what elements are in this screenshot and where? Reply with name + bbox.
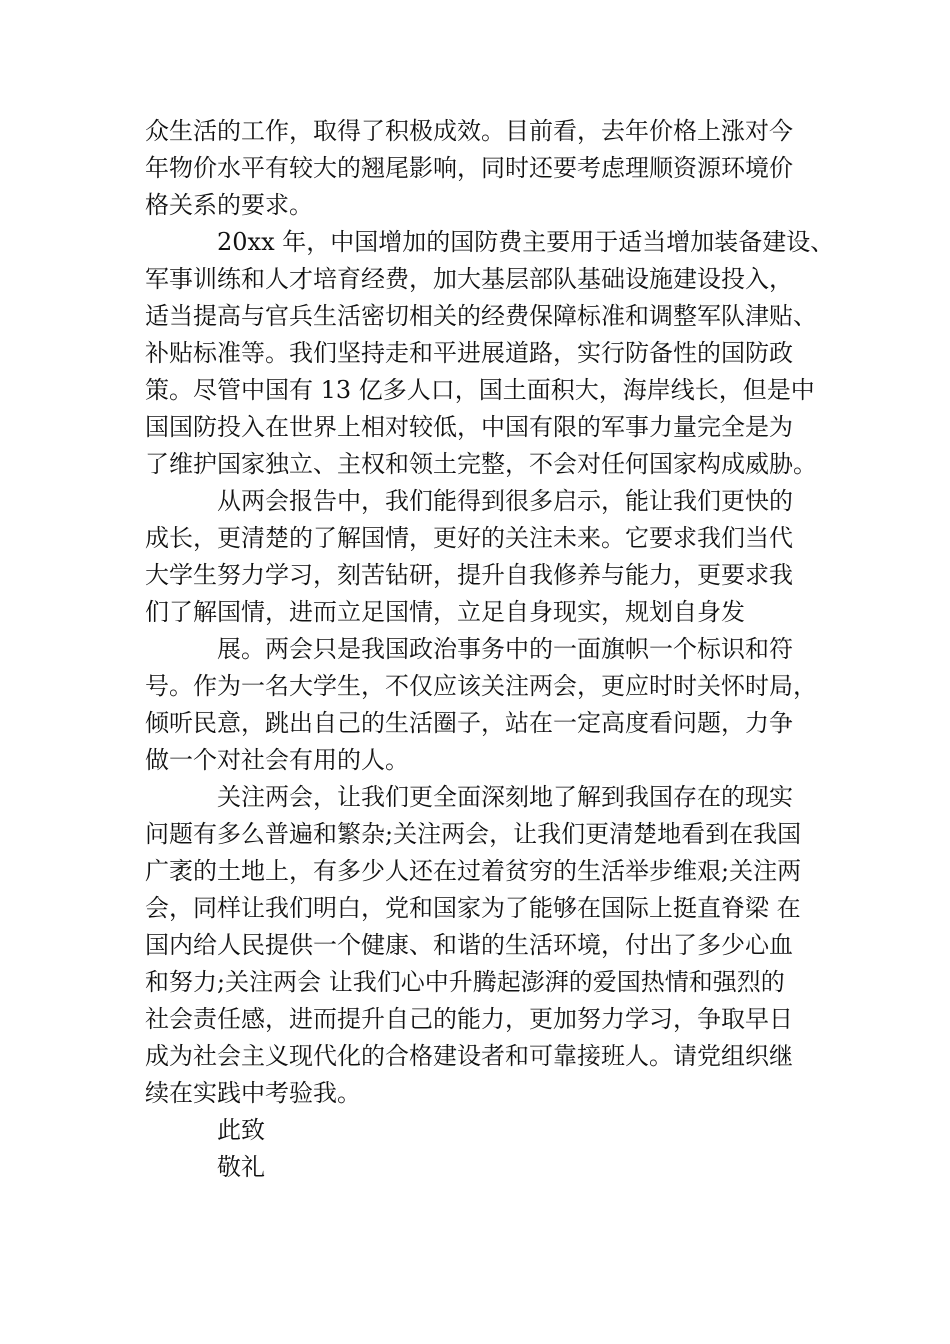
paragraph: [145, 113, 815, 224]
text-line: 们了解国情，进而立足国情，立足自身现实，规划自身发: [145, 598, 745, 626]
text-line: 展。两会只是我国政治事务中的一面旗帜一个标识和符: [217, 635, 793, 663]
text-line: 了维护国家独立、主权和领土完整，不会对任何国家构成威胁。: [145, 450, 817, 478]
text-line: 大学生努力学习，刻苦钻研，提升自我修养与能力，更要求我: [145, 561, 793, 589]
text-line: 和努力;关注两会 让我们心中升腾起澎湃的爱国热情和强烈的: [145, 968, 785, 996]
text-line: 问题有多么普遍和繁杂;关注两会，让我们更清楚地看到在我国: [145, 820, 802, 848]
text-line: 做一个对社会有用的人。: [145, 746, 409, 774]
text-line: 成长，更清楚的了解国情，更好的关注未来。它要求我们当代: [145, 524, 793, 552]
text-line: 号。作为一名大学生，不仅应该关注两会，更应时时关怀时局，: [145, 672, 817, 700]
text-line: 社会责任感，进而提升自己的能力，更加努力学习，争取早日: [145, 1005, 793, 1033]
text-line: 国内给人民提供一个健康、和谐的生活环境，付出了多少心血: [145, 931, 793, 959]
paragraph: [145, 631, 815, 779]
text-line: 策。尽管中国有 13 亿多人口，国土面积大，海岸线长，但是中: [145, 376, 815, 404]
paragraph: [145, 224, 835, 483]
text-line: 众生活的工作，取得了积极成效。目前看，去年价格上涨对今: [145, 117, 793, 145]
text-line: 倾听民意，跳出自己的生活圈子，站在一定高度看问题，力争: [145, 709, 793, 737]
text-line: 续在实践中考验我。: [145, 1079, 361, 1107]
text-line: 20xx 年，中国增加的国防费主要用于适当增加装备建设、: [217, 228, 835, 256]
paragraph: [145, 483, 815, 631]
document-body: [145, 113, 835, 1186]
paragraph: [145, 779, 815, 1112]
text-line: 补贴标准等。我们坚持走和平进展道路，实行防备性的国防政: [145, 339, 793, 367]
text-line: 关注两会，让我们更全面深刻地了解到我国存在的现实: [217, 783, 793, 811]
text-line: 适当提高与官兵生活密切相关的经费保障标准和调整军队津贴、: [145, 302, 817, 330]
text-line: 年物价水平有较大的翘尾影响，同时还要考虑理顺资源环境价: [145, 154, 793, 182]
closing-salutation: 此致: [217, 1116, 265, 1144]
closing-regards: 敬礼: [217, 1153, 265, 1181]
text-line: 成为社会主义现代化的合格建设者和可靠接班人。请党组织继: [145, 1042, 793, 1070]
text-line: 国国防投入在世界上相对较低，中国有限的军事力量完全是为: [145, 413, 793, 441]
text-line: 军事训练和人才培育经费，加大基层部队基础设施建设投入，: [145, 265, 793, 293]
text-line: 会，同样让我们明白，党和国家为了能够在国际上挺直脊梁 在: [145, 894, 801, 922]
text-line: 格关系的要求。: [145, 191, 313, 219]
text-line: 从两会报告中，我们能得到很多启示，能让我们更快的: [217, 487, 793, 515]
text-line: 广袤的土地上，有多少人还在过着贫穷的生活举步维艰;关注两: [145, 857, 802, 885]
closing: [145, 1112, 815, 1186]
